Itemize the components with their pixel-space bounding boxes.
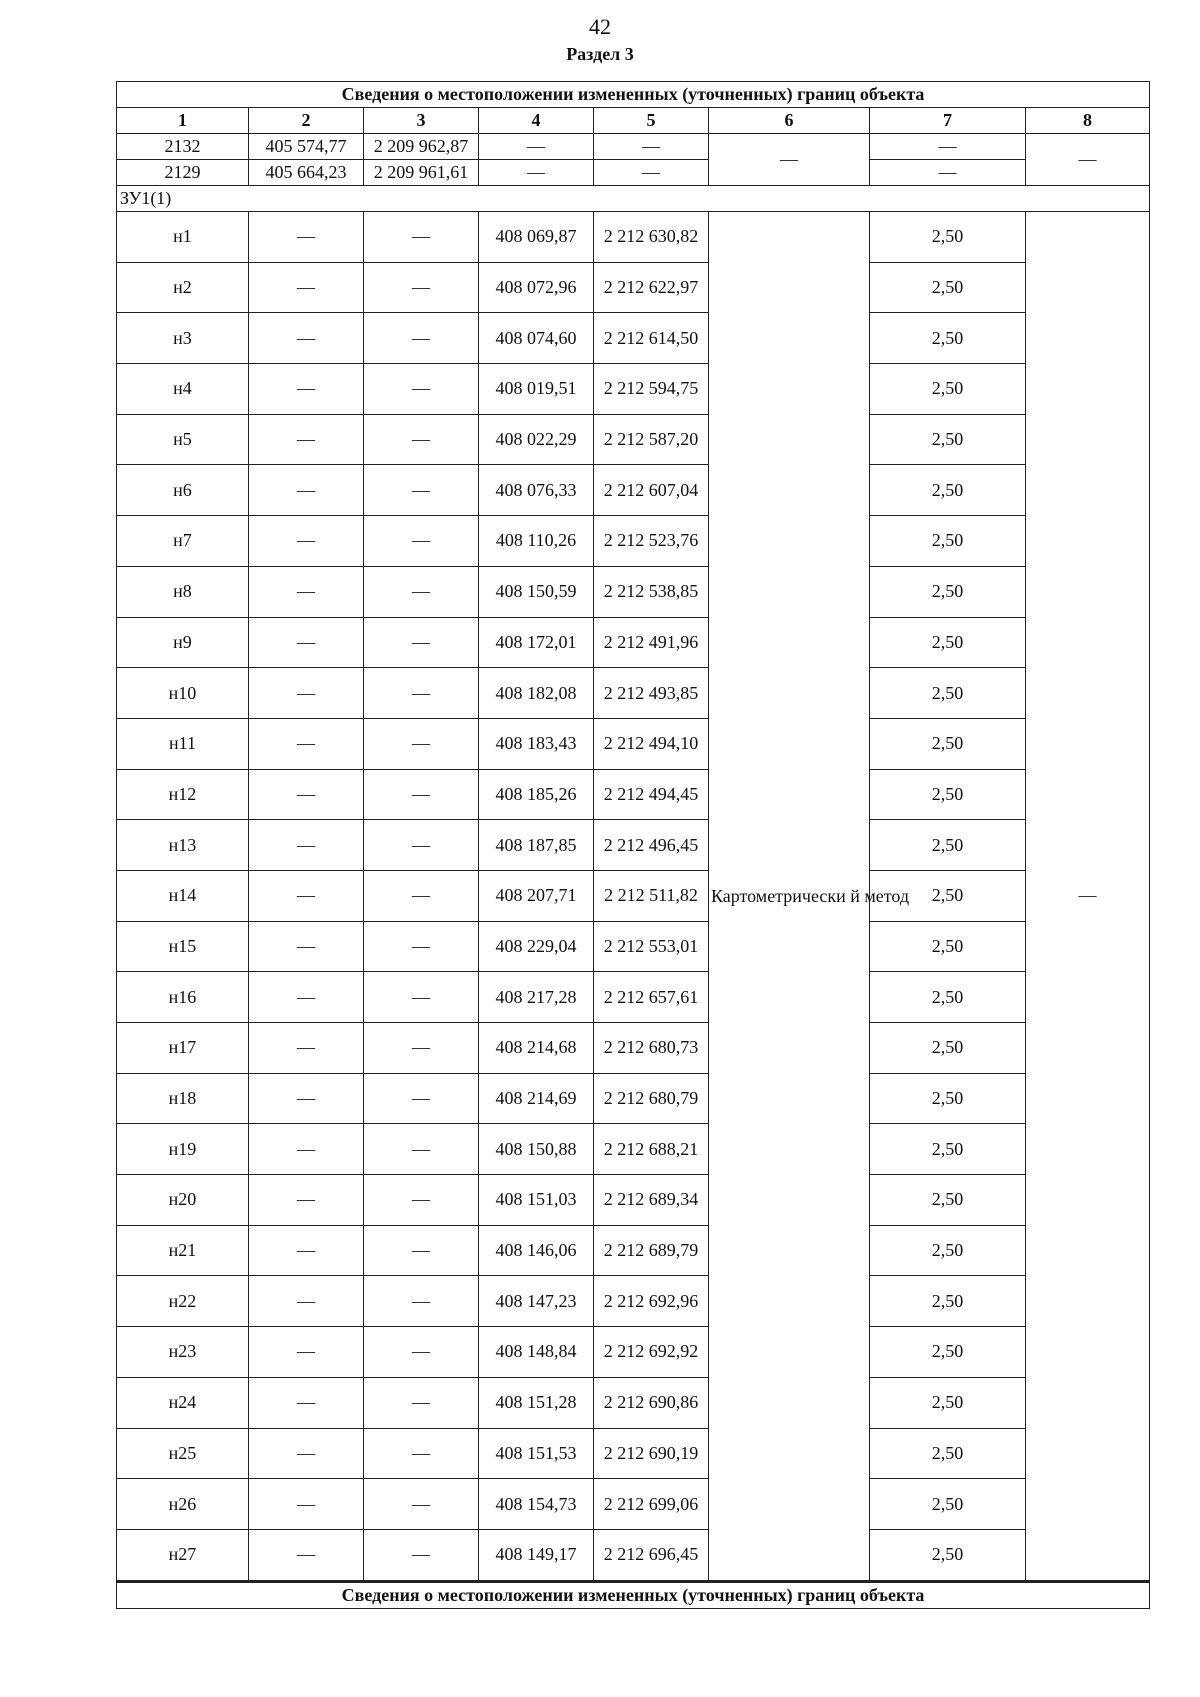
point-id: н15 [117, 921, 249, 972]
x-coordinate: 408 207,71 [479, 870, 594, 921]
point-id: н19 [117, 1124, 249, 1175]
y-old: — [364, 1023, 479, 1074]
y-old: — [364, 212, 479, 263]
x-coordinate: 408 147,23 [479, 1276, 594, 1327]
table-row [117, 516, 1150, 567]
y-old: — [364, 921, 479, 972]
x-coordinate: 408 229,04 [479, 921, 594, 972]
group-row [117, 186, 1150, 212]
table-row [117, 465, 1150, 516]
column-number: 7 [870, 108, 1026, 134]
column-number: 6 [709, 108, 870, 134]
x-old: — [249, 1529, 364, 1581]
y-coordinate: 2 212 689,79 [594, 1225, 709, 1276]
column-number: 3 [364, 108, 479, 134]
table-row [117, 1023, 1150, 1074]
precision: 2,50 [870, 1225, 1026, 1276]
method-cell: — [709, 134, 870, 186]
table-footer: Сведения о местоположении измененных (уточненных) границ объекта [117, 1581, 1150, 1608]
y-coordinate: 2 212 692,96 [594, 1276, 709, 1327]
note-cell: — [1026, 134, 1150, 186]
x-old: — [249, 313, 364, 364]
x-coordinate: 408 172,01 [479, 617, 594, 668]
column-number: 5 [594, 108, 709, 134]
x-coordinate: 408 214,69 [479, 1073, 594, 1124]
point-id: н6 [117, 465, 249, 516]
point-id: н12 [117, 769, 249, 820]
point-id: н4 [117, 364, 249, 415]
precision: 2,50 [870, 1276, 1026, 1327]
point-id: н11 [117, 718, 249, 769]
y-old: — [364, 414, 479, 465]
point-id: н27 [117, 1529, 249, 1581]
y-old: — [364, 1479, 479, 1530]
column-number: 4 [479, 108, 594, 134]
y-coordinate: 2 212 690,19 [594, 1428, 709, 1479]
table-row [117, 1529, 1150, 1581]
table-footer-row [117, 1581, 1150, 1608]
table-row [117, 1175, 1150, 1226]
y-coordinate: 2 212 692,92 [594, 1327, 709, 1378]
y-coordinate: 2 212 690,86 [594, 1377, 709, 1428]
y-coordinate: 2 212 523,76 [594, 516, 709, 567]
point-id: н8 [117, 566, 249, 617]
y-coordinate: 2 212 622,97 [594, 262, 709, 313]
x-old: — [249, 262, 364, 313]
y-new: — [594, 134, 709, 160]
y-old: — [364, 1225, 479, 1276]
y-old: — [364, 668, 479, 719]
x-old: — [249, 1073, 364, 1124]
y-old: — [364, 972, 479, 1023]
y-coordinate: 2 212 494,45 [594, 769, 709, 820]
point-id: н20 [117, 1175, 249, 1226]
x-coordinate: 408 154,73 [479, 1479, 594, 1530]
y-old: — [364, 1073, 479, 1124]
point-id: н3 [117, 313, 249, 364]
x-coordinate: 408 182,08 [479, 668, 594, 719]
x-old: — [249, 1023, 364, 1074]
boundary-coordinates-table [116, 81, 1150, 1609]
x-coordinate: 408 076,33 [479, 465, 594, 516]
y-old: — [364, 1276, 479, 1327]
point-id: н16 [117, 972, 249, 1023]
x-old: — [249, 972, 364, 1023]
x-coordinate: 408 151,53 [479, 1428, 594, 1479]
column-number: 1 [117, 108, 249, 134]
table-row [117, 617, 1150, 668]
x-old: 405 574,77 [249, 134, 364, 160]
y-old: — [364, 1175, 479, 1226]
y-old: — [364, 820, 479, 871]
point-id: н24 [117, 1377, 249, 1428]
x-old: — [249, 1428, 364, 1479]
table-row [117, 1225, 1150, 1276]
precision: 2,50 [870, 364, 1026, 415]
precision: — [870, 160, 1026, 186]
x-old: — [249, 1276, 364, 1327]
x-coordinate: 408 151,28 [479, 1377, 594, 1428]
table-row [117, 313, 1150, 364]
x-old: — [249, 1479, 364, 1530]
page-number: 42 [589, 14, 611, 39]
x-old: — [249, 870, 364, 921]
point-id: н22 [117, 1276, 249, 1327]
y-new: — [594, 160, 709, 186]
x-old: — [249, 1377, 364, 1428]
y-old: — [364, 617, 479, 668]
precision: 2,50 [870, 972, 1026, 1023]
y-coordinate: 2 212 538,85 [594, 566, 709, 617]
precision: 2,50 [870, 465, 1026, 516]
table-row [117, 1073, 1150, 1124]
table-title-row [117, 82, 1150, 108]
precision: 2,50 [870, 820, 1026, 871]
x-old: — [249, 718, 364, 769]
x-new: — [479, 160, 594, 186]
x-old: — [249, 1327, 364, 1378]
table-row [117, 160, 1150, 186]
y-old: 2 209 961,61 [364, 160, 479, 186]
x-old: — [249, 1175, 364, 1226]
x-old: — [249, 414, 364, 465]
point-id: н5 [117, 414, 249, 465]
y-coordinate: 2 212 511,82 [594, 870, 709, 921]
x-old: 405 664,23 [249, 160, 364, 186]
y-coordinate: 2 212 587,20 [594, 414, 709, 465]
precision: 2,50 [870, 1073, 1026, 1124]
table-row [117, 134, 1150, 160]
column-number: 8 [1026, 108, 1150, 134]
method-cell: Картометрически й метод [709, 212, 870, 1582]
table-row [117, 921, 1150, 972]
table-row [117, 1479, 1150, 1530]
table-row [117, 668, 1150, 719]
table-row [117, 1327, 1150, 1378]
y-old: — [364, 1428, 479, 1479]
x-coordinate: 408 150,59 [479, 566, 594, 617]
precision: 2,50 [870, 516, 1026, 567]
precision: 2,50 [870, 870, 1026, 921]
column-number: 2 [249, 108, 364, 134]
precision: — [870, 134, 1026, 160]
y-coordinate: 2 212 614,50 [594, 313, 709, 364]
y-coordinate: 2 212 594,75 [594, 364, 709, 415]
table-row [117, 769, 1150, 820]
y-coordinate: 2 212 493,85 [594, 668, 709, 719]
y-old: — [364, 262, 479, 313]
precision: 2,50 [870, 1428, 1026, 1479]
x-coordinate: 408 187,85 [479, 820, 594, 871]
point-id: н14 [117, 870, 249, 921]
precision: 2,50 [870, 1124, 1026, 1175]
y-coordinate: 2 212 496,45 [594, 820, 709, 871]
y-old: — [364, 769, 479, 820]
y-old: — [364, 364, 479, 415]
y-old: — [364, 1529, 479, 1581]
table-row [117, 972, 1150, 1023]
y-coordinate: 2 212 680,73 [594, 1023, 709, 1074]
section-title: Раздел 3 [566, 44, 634, 64]
x-old: — [249, 465, 364, 516]
y-old: — [364, 1327, 479, 1378]
x-coordinate: 408 074,60 [479, 313, 594, 364]
table-row [117, 1276, 1150, 1327]
table-row [117, 212, 1150, 263]
precision: 2,50 [870, 1479, 1026, 1530]
x-old: — [249, 617, 364, 668]
x-coordinate: 408 185,26 [479, 769, 594, 820]
x-coordinate: 408 214,68 [479, 1023, 594, 1074]
x-coordinate: 408 022,29 [479, 414, 594, 465]
note-cell: — [1026, 212, 1150, 1582]
precision: 2,50 [870, 262, 1026, 313]
y-coordinate: 2 212 553,01 [594, 921, 709, 972]
y-coordinate: 2 212 494,10 [594, 718, 709, 769]
point-id: н7 [117, 516, 249, 567]
x-old: — [249, 516, 364, 567]
table-row [117, 1377, 1150, 1428]
y-old: 2 209 962,87 [364, 134, 479, 160]
point-id: н17 [117, 1023, 249, 1074]
table-row [117, 718, 1150, 769]
y-old: — [364, 566, 479, 617]
y-coordinate: 2 212 491,96 [594, 617, 709, 668]
x-coordinate: 408 146,06 [479, 1225, 594, 1276]
point-id: н2 [117, 262, 249, 313]
column-number-row [117, 108, 1150, 134]
x-coordinate: 408 148,84 [479, 1327, 594, 1378]
x-old: — [249, 1225, 364, 1276]
x-old: — [249, 1124, 364, 1175]
precision: 2,50 [870, 1175, 1026, 1226]
point-id: н26 [117, 1479, 249, 1530]
x-coordinate: 408 217,28 [479, 972, 594, 1023]
precision: 2,50 [870, 313, 1026, 364]
point-id: н21 [117, 1225, 249, 1276]
x-old: — [249, 212, 364, 263]
precision: 2,50 [870, 1377, 1026, 1428]
x-coordinate: 408 149,17 [479, 1529, 594, 1581]
x-coordinate: 408 072,96 [479, 262, 594, 313]
y-old: — [364, 313, 479, 364]
table-row [117, 1124, 1150, 1175]
point-id: н10 [117, 668, 249, 719]
precision: 2,50 [870, 718, 1026, 769]
table-row [117, 1428, 1150, 1479]
table-row [117, 870, 1150, 921]
precision: 2,50 [870, 1529, 1026, 1581]
point-id: н13 [117, 820, 249, 871]
table-row [117, 414, 1150, 465]
precision: 2,50 [870, 414, 1026, 465]
x-old: — [249, 364, 364, 415]
x-old: — [249, 668, 364, 719]
y-coordinate: 2 212 657,61 [594, 972, 709, 1023]
precision: 2,50 [870, 668, 1026, 719]
x-old: — [249, 566, 364, 617]
x-new: — [479, 134, 594, 160]
point-id: 2129 [117, 160, 249, 186]
point-id: н1 [117, 212, 249, 263]
table-row [117, 364, 1150, 415]
y-coordinate: 2 212 689,34 [594, 1175, 709, 1226]
precision: 2,50 [870, 1023, 1026, 1074]
y-old: — [364, 465, 479, 516]
x-coordinate: 408 183,43 [479, 718, 594, 769]
y-old: — [364, 1377, 479, 1428]
precision: 2,50 [870, 1327, 1026, 1378]
table-row [117, 566, 1150, 617]
x-coordinate: 408 110,26 [479, 516, 594, 567]
x-coordinate: 408 150,88 [479, 1124, 594, 1175]
y-coordinate: 2 212 688,21 [594, 1124, 709, 1175]
precision: 2,50 [870, 921, 1026, 972]
group-label: ЗУ1(1) [117, 186, 1150, 212]
precision: 2,50 [870, 566, 1026, 617]
table-title: Сведения о местоположении измененных (уточненных) границ объекта [117, 82, 1150, 108]
x-old: — [249, 921, 364, 972]
point-id: н18 [117, 1073, 249, 1124]
x-coordinate: 408 151,03 [479, 1175, 594, 1226]
precision: 2,50 [870, 617, 1026, 668]
x-old: — [249, 820, 364, 871]
point-id: н25 [117, 1428, 249, 1479]
y-coordinate: 2 212 607,04 [594, 465, 709, 516]
point-id: 2132 [117, 134, 249, 160]
table-row [117, 262, 1150, 313]
y-coordinate: 2 212 696,45 [594, 1529, 709, 1581]
y-old: — [364, 870, 479, 921]
table-row [117, 820, 1150, 871]
precision: 2,50 [870, 769, 1026, 820]
y-old: — [364, 718, 479, 769]
y-coordinate: 2 212 699,06 [594, 1479, 709, 1530]
y-old: — [364, 516, 479, 567]
x-old: — [249, 769, 364, 820]
x-coordinate: 408 019,51 [479, 364, 594, 415]
y-coordinate: 2 212 680,79 [594, 1073, 709, 1124]
point-id: н9 [117, 617, 249, 668]
y-old: — [364, 1124, 479, 1175]
y-coordinate: 2 212 630,82 [594, 212, 709, 263]
point-id: н23 [117, 1327, 249, 1378]
precision: 2,50 [870, 212, 1026, 263]
x-coordinate: 408 069,87 [479, 212, 594, 263]
